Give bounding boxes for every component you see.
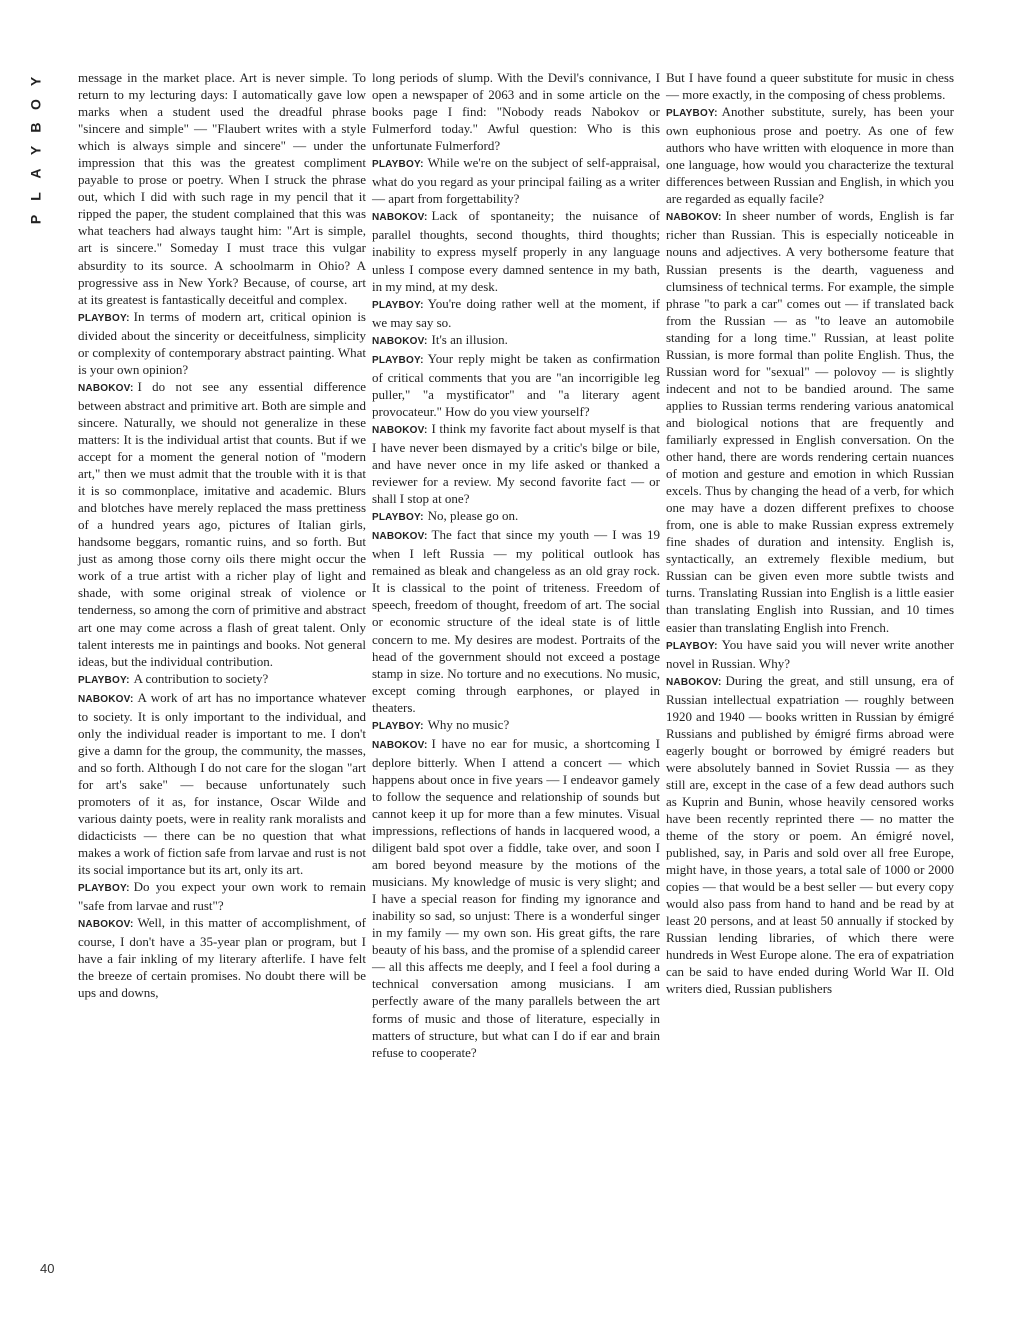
magazine-title bbox=[28, 70, 52, 231]
speaker-label-nabokov: NABOKOV: bbox=[372, 739, 428, 751]
paragraph-text: I do not see any essential difference between abstract and primitive art. Both are simple and sincere. Naturally, we should not generalize in these matters: It is the individual artist that counts. But if we accept for a moment the general notion of "modern art," then we must admit that the trouble with it is that it is so commonplace, imitative and academic. Blurs and blotches have merely replaced the mass prettiness of a hundred years ago, pictures of Italian girls, handsome beggars, romantic ruins, and so forth. But just as among those corny oils there might occur the work of a true artist with a richer play of light and shade, with some original streak of violence or tenderness, so among the corn of primitive and abstract art one may come across a flash of great talent. Only talent interests me in paintings and books. Not general ideas, but the individual contribution. bbox=[78, 378, 366, 669]
paragraph-text: While we're on the subject of self-appraisal, what do you regard as your principal failing as a writer — apart from forgettability? bbox=[372, 155, 660, 207]
speaker-label-nabokov: NABOKOV: bbox=[372, 335, 428, 347]
speaker-label-playboy: PLAYBOY: bbox=[666, 640, 718, 652]
interview-paragraph bbox=[372, 735, 660, 1061]
paragraph-text: During the great, and still unsung, era of Russian intellectual expatriation — roughly between 1920 and 1940 — books written in Russian by émigré Russians and published by émigré firms abroad were eagerly bought or borrowed by émigré readers but were absolutely banned in Soviet Russia — as they still are, except in the case of a few dead authors such as Kuprin and Bunin, whose heavily censored works have been recently reprinted there — no matter the theme of the story or poem. An émigré novel, published, say, in Paris and sold over all free Europe, might have, in those years, a total sale of 1000 or 2000 copies — that would be a best seller — but every copy would also pass from hand to hand and be read by at least 20 persons, and at least 50 annually if stocked by Russian lending libraries, of which there were hundreds in West Europe alone. The era of expatriation can be said to have ended during World War II. Old writers died, Russian publishers bbox=[666, 672, 954, 997]
speaker-label-nabokov: NABOKOV: bbox=[372, 424, 428, 436]
paragraph-text: A contribution to society? bbox=[133, 670, 269, 686]
interview-paragraph bbox=[78, 914, 366, 1001]
paragraph-text: But I have found a queer substitute for music in chess — more exactly, in the composing of chess problems. bbox=[666, 70, 954, 103]
interview-paragraph bbox=[372, 507, 660, 526]
paragraph-text: In sheer number of words, English is far richer than Russian. This is especially noticeable in nouns and adjectives. A very bothersome feature that Russian presents is the dearth, vagueness and clumsiness of technical terms. For example, the simple phrase "to park a car" comes out — if translated back from the Russian — as "to leave an automobile standing for a long time." Russian, at least polite Russian, is more formal than polite English. Thus, the Russian word for "sexual" — polovoy — is slightly indecent and not to be bandied around. The same applies to Russian terms rendering various anatomical and biological notions that are frequently and familiarly expressed in English conversation. On the other hand, there are words rendering certain nuances of motion and gesture and emotion in which Russian excels. Thus by changing the head of a verb, for which one may have a dozen different prefixes to choose from, one is able to make Russian express extremely fine shades of duration and intensity. English is, syntactically, an extremely flexible medium, but Russian can be given even more subtle twists and turns. Translating Russian into English is a little easier than translating English into Russian, and 10 times easier than translating English into French. bbox=[666, 208, 954, 635]
interview-paragraph bbox=[372, 350, 660, 420]
speaker-label-playboy: PLAYBOY: bbox=[78, 674, 130, 686]
interview-paragraph bbox=[78, 670, 366, 689]
paragraph-text: message in the market place. Art is never simple. To return to my lecturing days: I automatically gave low marks when a student used the dreadful phrase "sincere and simple" — "Flaubert writes with a style which is always simple and sincere" — under the impression that this was the greatest compliment payable to prose or poetry. When I struck the phrase out, which I did with such rage in my pencil that it ripped the paper, the student complained that this was what teachers had always taught him: "Art is simple, art is sincere." Someday I must trace this vulgar absurdity to its source. A schoolmarm in Ohio? A progressive ass in New York? Because, of course, art at its greatest is fantastically deceitful and complex. bbox=[78, 70, 366, 307]
interview-paragraph bbox=[78, 308, 366, 378]
text-column-2 bbox=[372, 69, 660, 1061]
paragraph-text: I think my favorite fact about myself is that I have never been dismayed by a critic's bilge or bile, and have never once in my life asked or thanked a reviewer for a review. My second favorite fact — or shall I stop at one? bbox=[372, 420, 660, 507]
speaker-label-playboy: PLAYBOY: bbox=[372, 159, 424, 171]
paragraph-text: Do you expect your own work to remain "safe from larvae and rust"? bbox=[78, 879, 366, 914]
paragraph-text: In terms of modern art, critical opinion is divided about the sincerity or deceitfulness, simplicity or complexity of contemporary abstract painting. What is your own opinion? bbox=[78, 308, 366, 377]
interview-paragraph bbox=[666, 207, 954, 635]
interview-paragraph bbox=[372, 207, 660, 294]
interview-paragraph bbox=[666, 103, 954, 207]
interview-paragraph bbox=[666, 636, 954, 672]
speaker-label-nabokov: NABOKOV: bbox=[372, 531, 428, 543]
magazine-title-letter: O bbox=[27, 99, 44, 110]
speaker-label-nabokov: NABOKOV: bbox=[78, 693, 134, 705]
interview-paragraph bbox=[372, 420, 660, 507]
magazine-title-letter: A bbox=[27, 168, 44, 179]
interview-paragraph bbox=[78, 878, 366, 914]
speaker-label-playboy: PLAYBOY: bbox=[78, 883, 130, 895]
continued-paragraph bbox=[666, 69, 954, 103]
interview-paragraph bbox=[78, 378, 366, 670]
paragraph-text: It's an illusion. bbox=[431, 331, 508, 347]
speaker-label-playboy: PLAYBOY: bbox=[372, 299, 424, 311]
paragraph-text: Your reply might be taken as confirmation of critical comments that you are "an incorrigible leg puller," "a mystificator" and "a literary agent provocateur." How do you view yourself? bbox=[372, 350, 660, 419]
magazine-title-letter: B bbox=[27, 122, 44, 133]
magazine-title-letter: Y bbox=[27, 76, 44, 87]
magazine-title-letter: P bbox=[27, 214, 44, 225]
interview-paragraph bbox=[666, 672, 954, 998]
paragraph-text: Lack of spontaneity; the nuisance of parallel thoughts, second thoughts, third thoughts; inability to express myself properly in any language unless I compose every damned sentence in my bath, in my mind, at my desk. bbox=[372, 208, 660, 294]
interview-paragraph bbox=[372, 716, 660, 735]
speaker-label-nabokov: NABOKOV: bbox=[666, 676, 722, 688]
magazine-title-letter: Y bbox=[27, 145, 44, 156]
paragraph-text: Another substitute, surely, has been your own euphonious prose and poetry. As one of few authors who have written with eloquence in more than one language, how would you characterize the textural differences between Russian and English, in which you are regarded as equally facile? bbox=[666, 104, 954, 207]
magazine-title-letter: L bbox=[27, 192, 44, 201]
paragraph-text: I have no ear for music, a shortcoming I deplore bitterly. When I attend a concert — which happens about once in five years — I endeavor gamely to follow the sequence and relationship of sounds but cannot keep it up for more than a few minutes. Visual impressions, reflections of hands in lacquered wood, a diligent bald spot over a fiddle, take over, and soon I am bored beyond measure by the motions of the musicians. My knowledge of music is very slight; and I have a special reason for finding my ignorance and inability so sad, so unjust: There is a wonderful singer in my family — my own son. His great gifts, the rare beauty of his bass, and the promise of a splendid career — all this affects me deeply, and I feel a fool during a technical conversation among musicians. I am perfectly aware of the many parallels between the art forms of music and those of literature, especially in matters of structure, but what can I do if ear and brain refuse to cooperate? bbox=[372, 735, 660, 1060]
page-number: 40 bbox=[40, 1261, 55, 1276]
interview-paragraph bbox=[372, 154, 660, 207]
text-column-3 bbox=[666, 69, 954, 998]
speaker-label-playboy: PLAYBOY: bbox=[372, 354, 424, 366]
continued-paragraph bbox=[78, 69, 366, 308]
speaker-label-nabokov: NABOKOV: bbox=[78, 382, 134, 394]
speaker-label-nabokov: NABOKOV: bbox=[78, 919, 134, 931]
paragraph-text: Well, in this matter of accomplishment, of course, I don't have a 35-year plan or program, but I have a fair inkling of my literary afterlife. I have felt the breeze of certain promises. No doubt there will be ups and downs, bbox=[78, 915, 366, 1001]
speaker-label-playboy: PLAYBOY: bbox=[372, 720, 424, 732]
paragraph-text: long periods of slump. With the Devil's connivance, I open a newspaper of 2063 and in some article on the books page I find: "Nobody reads Nabokov or Fulmerford today." Awful question: Who is this unfortunate Fulmerford? bbox=[372, 70, 660, 154]
interview-paragraph bbox=[372, 295, 660, 331]
speaker-label-playboy: PLAYBOY: bbox=[372, 512, 424, 524]
interview-paragraph bbox=[372, 526, 660, 716]
paragraph-text: You have said you will never write another novel in Russian. Why? bbox=[666, 636, 954, 671]
paragraph-text: You're doing rather well at the moment, if we may say so. bbox=[372, 295, 660, 330]
text-column-1 bbox=[78, 69, 366, 1002]
paragraph-text: A work of art has no importance whatever to society. It is only important to the individual, and only the individual reader is important to me. I don't give a damn for the group, the community, the masses, and so forth. Although I do not care for the slogan "art for art's sake" — because unfortunately such promoters of it as, for instance, Oscar Wilde and various dainty poets, were in reality rank moralists and didacticists — there can be no question that what makes a work of fiction safe from larvae and rust is not its social importance but its art, only its art. bbox=[78, 689, 366, 878]
continued-paragraph bbox=[372, 69, 660, 154]
interview-paragraph bbox=[78, 689, 366, 879]
speaker-label-playboy: PLAYBOY: bbox=[78, 312, 130, 324]
speaker-label-nabokov: NABOKOV: bbox=[372, 212, 428, 224]
paragraph-text: Why no music? bbox=[427, 716, 510, 732]
interview-paragraph bbox=[372, 331, 660, 350]
speaker-label-nabokov: NABOKOV: bbox=[666, 212, 722, 224]
speaker-label-playboy: PLAYBOY: bbox=[666, 108, 718, 120]
paragraph-text: The fact that since my youth — I was 19 when I left Russia — my political outlook has remained as bleak and changeless as an old gray rock. It is classical to the point of triteness. Freedom of speech, freedom of thought, freedom of art. The social or economic structure of the ideal state is of little concern to me. My desires are modest. Portraits of the head of the government should not exceed a postage stamp in size. No torture and no executions. No music, except coming through earphones, or played in theaters. bbox=[372, 527, 660, 715]
paragraph-text: No, please go on. bbox=[427, 508, 519, 524]
